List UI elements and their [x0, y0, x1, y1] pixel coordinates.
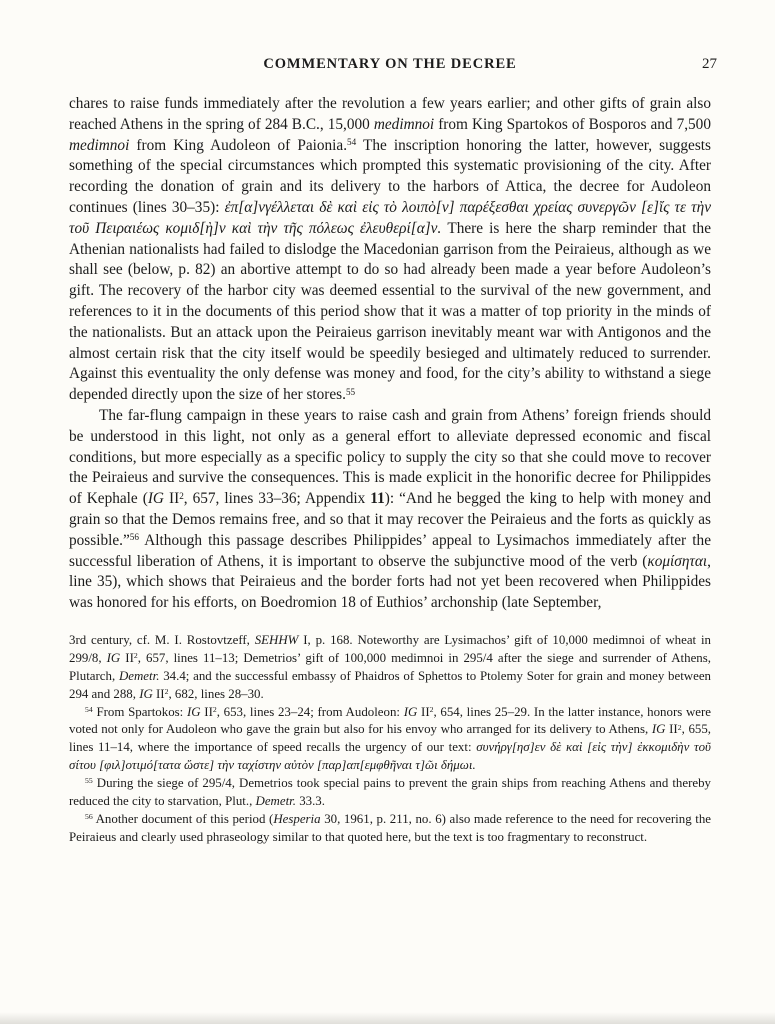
scan-edge-shadow — [0, 1012, 775, 1024]
running-head: COMMENTARY ON THE DECREE — [263, 56, 517, 72]
book-page — [69, 56, 717, 847]
footnote-56: $^{56}$ Another document of this period (Hesperia 30, 1961, p. 211, no. 6) also made reference to the need for recovering the Peiraieus and clearly used phraseology similar to that quoted here, but the text is too fragmentary to reconstruct. — [69, 811, 711, 844]
footnotes-block — [69, 632, 711, 847]
paragraph-continuation: chares to raise funds immediately after the revolution a few years earlier; and other gifts of grain also reached Athens in the spring of 284 B.C., 15,000 medimnoi from King Spartokos of Bosporos and 7,500 medimnoi from King Audoleon of Paionia.$^{54}$ The inscription honoring the latter, however, suggests something of the special circumstances which prompted this systematic provisioning of the city. After recording the donation of grain and its delivery to the harbors of Attica, the decree for Audoleon continues (lines 30–35): ἐπ[α]νγέλλεται δὲ καὶ εἰς τὸ λοιπὸ[ν] παρέξεσθαι χρείας συνεργῶν [ε]ἴς τε τὴν τοῦ Πειραιέως κομιδ[ὴ]ν καὶ τὴν τῆς πόλεως ἐλευθερί[α]ν. There is here the sharp reminder that the Athenian nationalists had failed to dislodge the Macedonian garrison from the Peiraieus, although as we shall see (below, p. 82) an abortive attempt to do so had already been made a year before Audoleon’s gift. The recovery of the harbor city was deemed essential to the survival of the new government, and references to it in the documents of this period show that it was a matter of top priority in the minds of the nationalists. But an attack upon the Peiraieus garrison inevitably meant war with Antigonos and the almost certain risk that the city itself would be speedily besieged and ultimately reduced to surrender. Against this eventuality the only defense was money and food, for the city’s ability to withstand a siege depended directly upon the size of her stores.$^{55}$ — [69, 95, 712, 404]
paragraph: The far-flung campaign in these years to raise cash and grain from Athens’ foreign friends should be understood in this light, not only as a general effort to alleviate depressed economic and fiscal conditions, but more especially as a specific policy to supply the city so that she could move to recover the Peiraieus and survive the consequences. This is made explicit in the honorific decree for Philippides of Kephale (IG $II^2$, 657, lines 33–36; Appendix 11): “And he begged the king to help with money and grain so that the Demos remains free, and so that it may recover the Peiraieus and the forts as quickly as possible.”$^{56}$ Although this passage describes Philippides’ appeal to Lysimachos immediately after the successful liberation of Athens, it is important to observe the subjunctive mood of the verb (κομίσηται, line 35), which shows that Peiraieus and the border forts had not yet been recovered when Philippides was honored for his efforts, on Boedromion 18 of Euthios’ archonship (late September, — [69, 406, 711, 612]
footnote-continuation: 3rd century, cf. M. I. Rostovtzeff, SEHHW I, p. 168. Noteworthy are Lysimachos’ gift of 10,000 medimnoi of wheat in 299/8, IG $II^2$, 657, lines 11–13; Demetrios’ gift of 100,000 medimnoi in 295/4 after the siege and surrender of Athens, Plutarch, Demetr. 34.4; and the successful embassy of Phaidros of Sphettos to Ptolemy Soter for grain and money between 294 and 288, IG $II^2$, 682, lines 28–30. — [69, 632, 711, 701]
page-number: 27 — [702, 56, 717, 72]
page-header — [69, 56, 717, 78]
body-text — [69, 94, 711, 614]
footnote-54: $^{54}$ From Spartokos: IG $II^2$, 653, lines 23–24; from Audoleon: IG $II^2$, 654, lines 25–29. In the latter instance, honors were voted not only for Audoleon who gave the grain but also for his envoy who arranged for its delivery to Athens, IG $II^2$, 655, lines 11–14, where the importance of speed recalls the urgency of our text: συνήργ[ησ]εν δὲ καὶ [εἰς τὴν] ἐκκομιδὴν τοῦ σίτου [φιλ]οτιμό[τατα ὥστε] τὴν ταχίστην αὐτὸν [παρ]απ[εμφθῆναι τ]ῶι δήμωι. — [69, 704, 712, 773]
footnote-55: $^{55}$ During the siege of 295/4, Demetrios took special pains to prevent the grain ships from reaching Athens and thereby reduced the city to starvation, Plut., Demetr. 33.3. — [69, 776, 711, 809]
